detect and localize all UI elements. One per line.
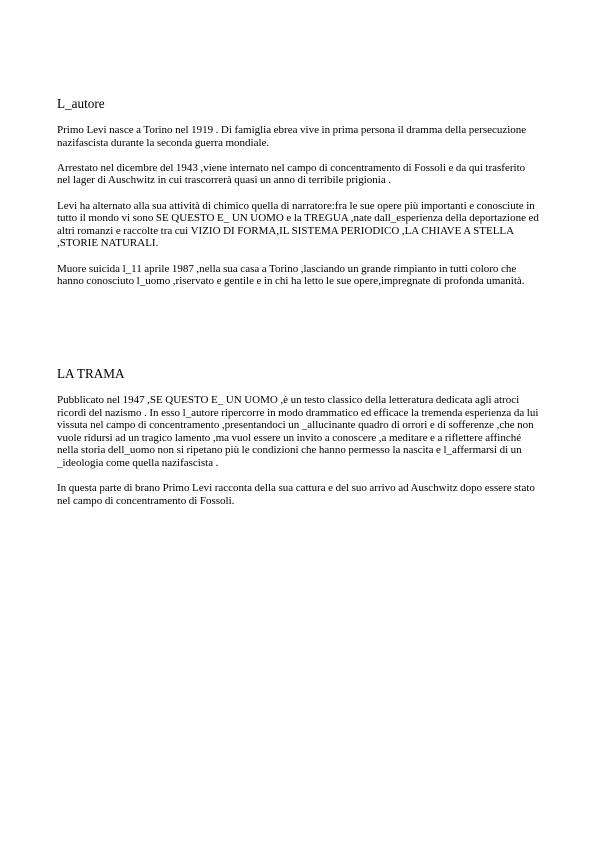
document-page <box>57 96 541 507</box>
plot-paragraph-summary: Pubblicato nel 1947 ,SE QUESTO E_ UN UOMO ,è un testo classico della letteratura dedicata agli atroci ricordi del nazismo . In esso l_autore ripercorre in modo drammatico ed efficace la tremenda esperienza da lui vissuta nel campo di concentramento ,presentandoci un _allucinante quadro di orrori e di sofferenze ,che non vuole ridursi ad un tragico lamento ,ma vuol essere un invito a conoscere ,a meditare e a riflettere affinché nella storia dell_uomo non si ripetano più le condizioni che hanno permesso la nascita e l_affermarsi di un _ideologia come quella nazifascista . <box>57 394 539 469</box>
plot-paragraph-excerpt: In questa parte di brano Primo Levi racconta della sua cattura e del suo arrivo ad Auschwitz dopo essere stato nel campo di concentramento di Fossoli. <box>57 482 535 507</box>
author-paragraph-arrest: Arrestato nel dicembre del 1943 ,viene internato nel campo di concentramento di Fossoli e da qui trasferito nel lager di Auschwitz in cui trascorrerà quasi un anno di terribile prigionia . <box>57 161 526 187</box>
author-paragraph-birth: Primo Levi nasce a Torino nel 1919 . Di famiglia ebrea vive in prima persona il dramma della persecuzione nazifascista durante la seconda guerra mondiale. <box>57 124 527 149</box>
plot-heading: LA TRAMA <box>57 366 125 381</box>
author-paragraph-works: Levi ha alternato alla sua attività di chimico quella di narratore:fra le sue opere più importanti e conosciute in tutto il mondo vi sono SE QUESTO E_ UN UOMO e la TREGUA ,nate dall_esperienza della deportazione ed altri romanzi e raccolte tra cui VIZIO DI FORMA,IL SISTEMA PERIODICO ,LA CHIAVE A STELLA ,STORIE NATURALI. <box>57 199 539 250</box>
author-section <box>57 96 541 288</box>
plot-section <box>57 366 541 520</box>
author-paragraph-death: Muore suicida l_11 aprile 1987 ,nella sua casa a Torino ,lasciando un grande rimpianto in tutti coloro che hanno conosciuto l_uomo ,riservato e gentile e in chi ha letto le sue opere,impregnate di profonda umanità. <box>57 262 525 288</box>
author-heading: L_autore <box>57 96 105 111</box>
